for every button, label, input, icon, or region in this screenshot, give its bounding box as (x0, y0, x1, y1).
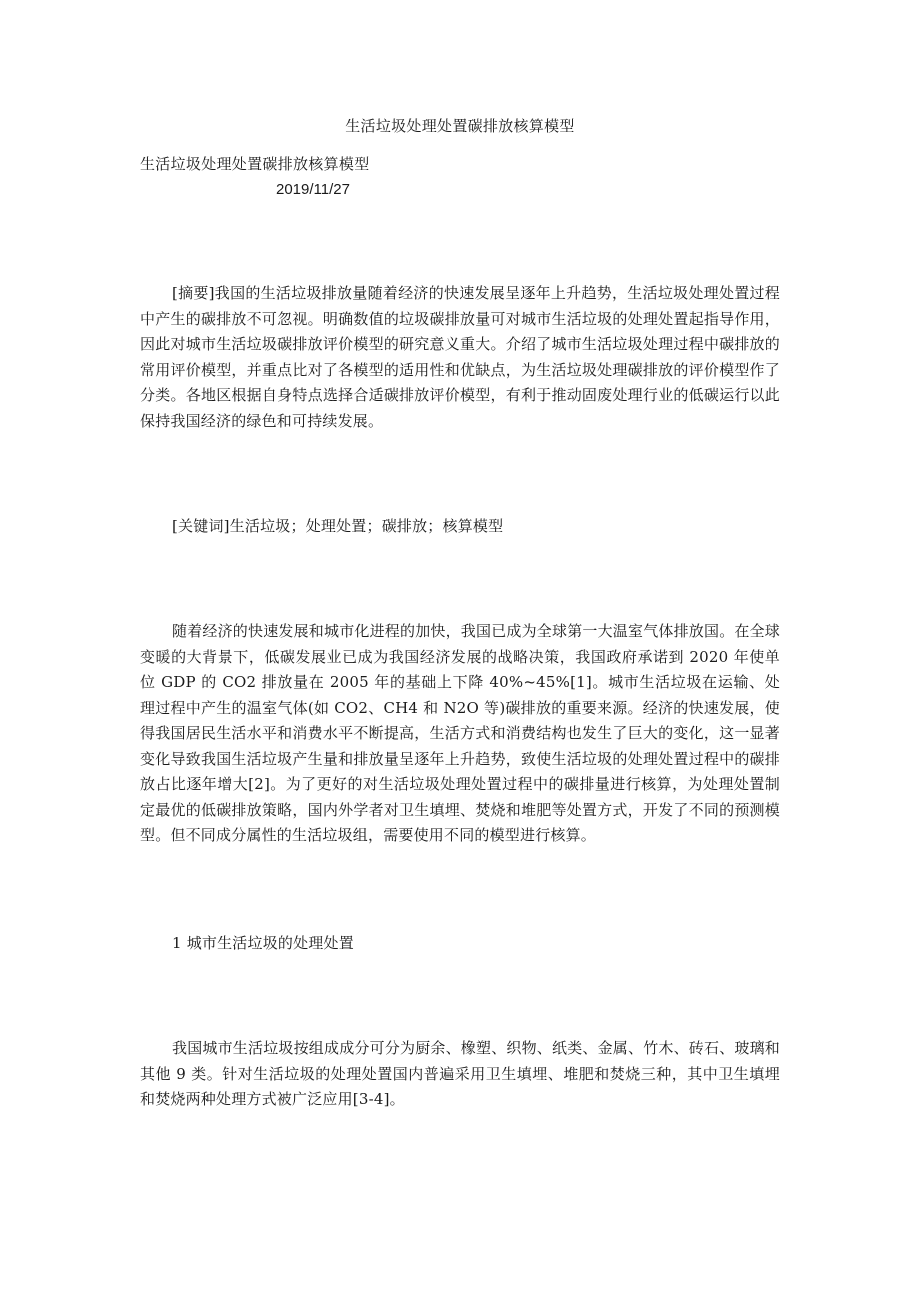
section-body-paragraph: 我国城市生活垃圾按组成成分可分为厨余、橡塑、织物、纸类、金属、竹木、砖石、玻璃和其他 9 类。针对生活垃圾的处理处置国内普遍采用卫生填埋、堆肥和焚烧三种，其中卫生填埋和焚烧两种处理方式被广泛应用[3-4]。 (140, 1039, 781, 1108)
keywords-paragraph: [关键词]生活垃圾；处理处置；碳排放；核算模型 (172, 517, 504, 535)
document-subtitle: 生活垃圾处理处置碳排放核算模型 (140, 155, 370, 173)
document-title: 生活垃圾处理处置碳排放核算模型 (345, 117, 575, 135)
introduction-paragraph: 随着经济的快速发展和城市化进程的加快，我国已成为全球第一大温室气体排放国。在全球变暖的大背景下，低碳发展业已成为我国经济发展的战略决策，我国政府承诺到 2020 年使单位 GDP 的 CO2 排放量在 2005 年的基础上下降 40%~45%[1]。城市生活垃圾在运输、处理过程中产生的温室气体(如 CO2、CH4 和 N2O 等)碳排放的重要来源。经济的快速发展，使得我国居民生活水平和消费水平不断提高，生活方式和消费结构也发生了巨大的变化，这一显著变化导致我国生活垃圾产生量和排放量呈逐年上升趋势，致使生活垃圾的处理处置过程中的碳排放占比逐年增大[2]。为了更好的对生活垃圾处理处置过程中的碳排量进行核算，为处理处置制定最优的低碳排放策略，国内外学者对卫生填埋、焚烧和堆肥等处置方式，开发了不同的预测模型。但不同成分属性的生活垃圾组，需要使用不同的模型进行核算。 (140, 622, 781, 844)
section-heading: 1 城市生活垃圾的处理处置 (172, 934, 354, 952)
abstract-paragraph: [摘要]我国的生活垃圾排放量随着经济的快速发展呈逐年上升趋势，生活垃圾处理处置过程中产生的碳排放不可忽视。明确数值的垃圾碳排放量可对城市生活垃圾的处理处置起指导作用，因此对城市生活垃圾碳排放评价模型的研究意义重大。介绍了城市生活垃圾处理过程中碳排放的常用评价模型，并重点比对了各模型的适用性和优缺点，为生活垃圾处理碳排放的评价模型作了分类。各地区根据自身特点选择合适碳排放评价模型，有利于推动固废处理行业的低碳运行以此保持我国经济的绿色和可持续发展。 (140, 284, 780, 430)
document-date: 2019/11/27 (276, 181, 350, 198)
